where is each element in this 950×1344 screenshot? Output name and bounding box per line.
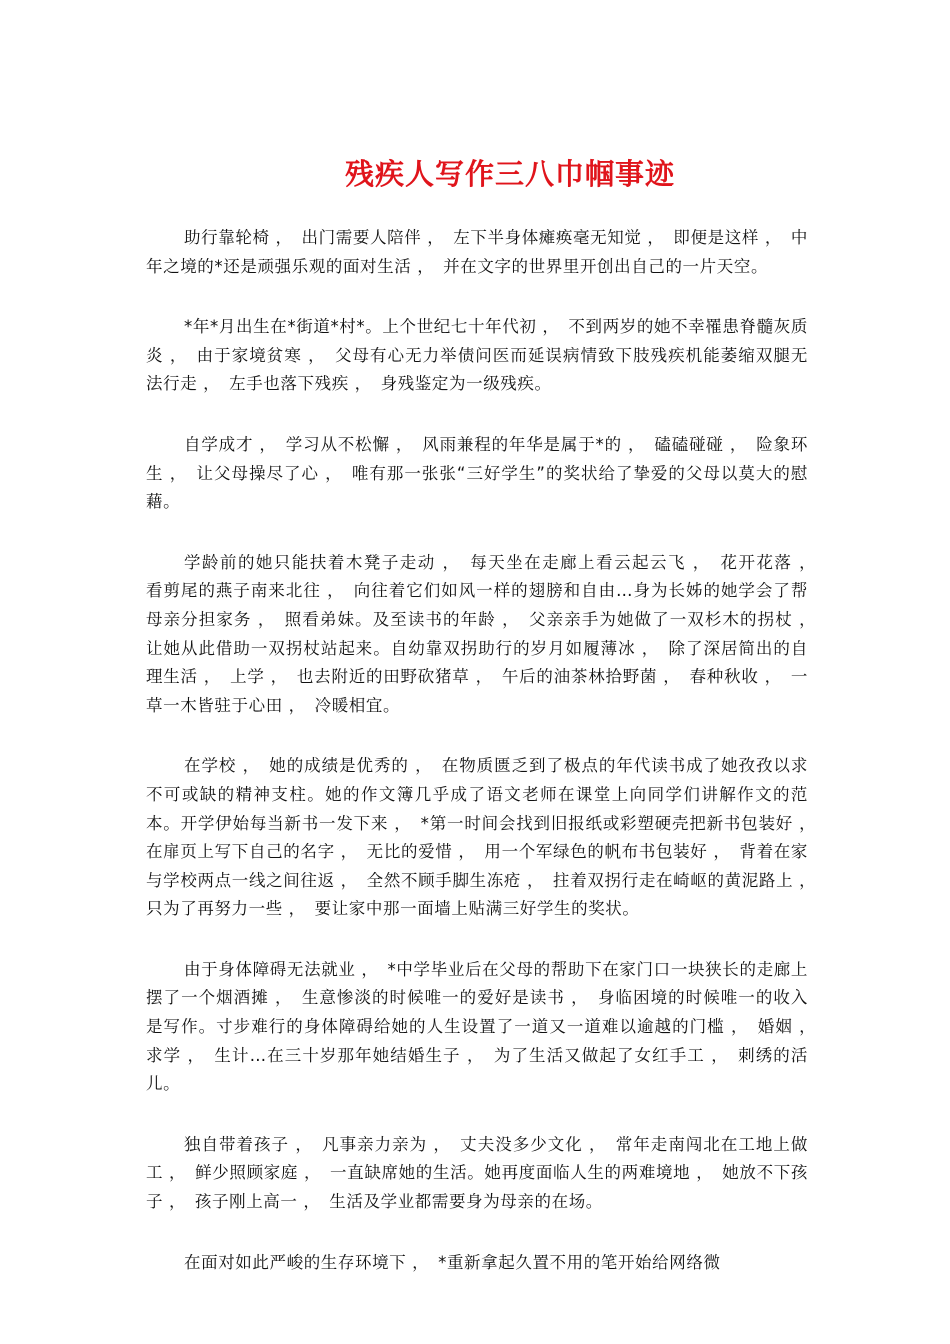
document-title: 残疾人写作三八巾帼事迹 — [344, 157, 675, 191]
paragraph: 助行靠轮椅 ， 出门需要人陪伴 ， 左下半身体瘫痪毫无知觉 ， 即便是这样 ， 中年之境的*还是顽强乐观的面对生活 ， 并在文字的世界里开创出自己的一片天空。 — [146, 228, 808, 276]
document-body — [146, 224, 826, 1309]
paragraph: 学龄前的她只能扶着木凳子走动 ， 每天坐在走廊上看云起云飞 ， 花开花落 ， 看剪尾的燕子南来北往 ， 向往着它们如风一样的翅膀和自由…身为长姊的她学会了帮母亲分担家务 ， 照看弟妹。及至读书的年龄 ， 父亲亲手为她做了一双杉木的拐杖 ， 让她从此借助一双拐杖站起来。自幼靠双拐助行的岁月如履薄冰 ， 除了深居简出的自理生活 ， 上学 ， 也去附近的田野砍猪草 ， 午后的油茶林拾野菌 ， 春种秋收 ， 一草一木皆驻于心田 ， 冷暖相宜。 — [146, 552, 826, 715]
paragraph: 独自带着孩子 ， 凡事亲力亲为 ， 丈夫没多少文化 ， 常年走南闯北在工地上做工 ， 鲜少照顾家庭 ， 一直缺席她的生活。她再度面临人生的两难境地 ， 她放不下孩子 ， 孩子刚上高一 ， 生活及学业都需要身为母亲的在场。 — [146, 1134, 808, 1212]
paragraph: 在学校 ， 她的成绩是优秀的 ， 在物质匮乏到了极点的年代读书成了她孜孜以求不可或缺的精神支柱。她的作文簿几乎成了语文老师在课堂上向同学们讲解作文的范本。开学伊始每当新书一发下来 ， *第一时间会找到旧报纸或彩塑硬壳把新书包装好 ， 在扉页上写下自己的名字 ， 无比的爱惜 ， 用一个军绿色的帆布书包装好 ， 背着在家与学校两点一线之间往返 ， 全然不顾手脚生冻疮 ， 拄着双拐行走在崎岖的黄泥路上 ， 只为了再努力一些 ， 要让家中那一面墙上贴满三好学生的奖状。 — [146, 756, 826, 919]
paragraph: 由于身体障碍无法就业 ， *中学毕业后在父母的帮助下在家门口一块狭长的走廊上摆了一个烟酒摊 ， 生意惨淡的时候唯一的爱好是读书 ， 身临困境的时候唯一的收入是写作。寸步难行的身体障碍给她的人生设置了一道又一道难以逾越的门槛 ， 婚姻 ， 求学 ， 生计…在三十岁那年她结婚生子 ， 为了生活又做起了女红手工 ， 刺绣的活儿。 — [146, 959, 826, 1094]
paragraph: 在面对如此严峻的生存环境下 ， *重新拿起久置不用的笔开始给网络微 — [184, 1252, 721, 1272]
paragraph: *年*月出生在*街道*村*。上个世纪七十年代初 ， 不到两岁的她不幸罹患脊髓灰质炎 ， 由于家境贫寒 ， 父母有心无力举债问医而延误病情致下肢残疾机能萎缩双腿无法行走 ， 左手也落下残疾 ， 身残鉴定为一级残疾。 — [146, 317, 808, 394]
paragraph: 自学成才 ， 学习从不松懈 ， 风雨兼程的年华是属于*的 ， 磕磕碰碰 ， 险象环生 ， 让父母操尽了心 ， 唯有那一张张“三好学生”的奖状给了挚爱的父母以莫大的慰藉。 — [146, 434, 808, 512]
